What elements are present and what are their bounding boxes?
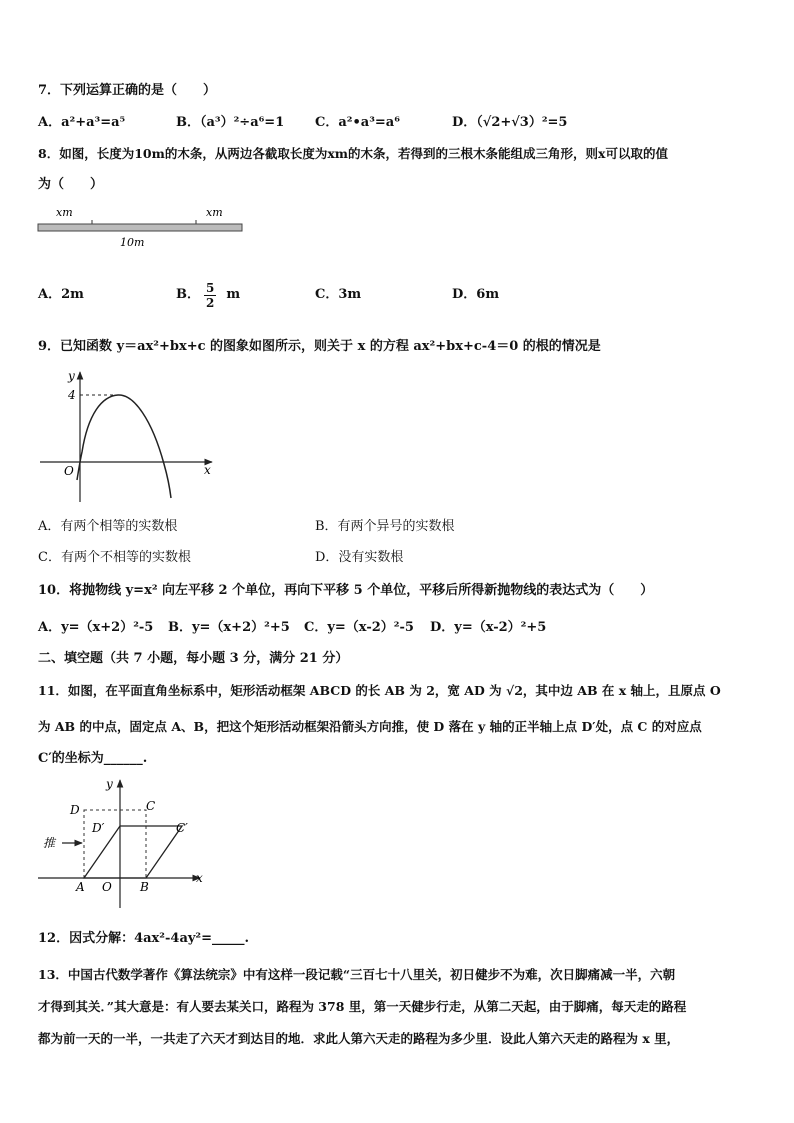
q11-x-label: x bbox=[196, 871, 203, 885]
q7-option-c: C．a²•a³=a⁶ bbox=[315, 115, 400, 130]
q8-left-xm-label: xm bbox=[56, 206, 73, 219]
q8-option-d: D．6m bbox=[452, 287, 500, 302]
q8-right-xm-label: xm bbox=[206, 206, 223, 219]
q8-option-b-numerator: 5 bbox=[206, 280, 215, 295]
q11-point-c-prime-label: C′ bbox=[176, 821, 188, 835]
q13-line2: 才得到其关．”其大意是：有人要去某关口，路程为 378 里，第一天健步行走，从第二天起，由于脚痛，每天走的路程 bbox=[38, 999, 687, 1014]
q8-option-b bbox=[176, 274, 240, 316]
q11-point-c-label: C bbox=[146, 799, 156, 813]
section2-title: 二、填空题（共 7 小题，每小题 3 分，满分 21 分） bbox=[38, 651, 349, 666]
q9-option-c: C．有两个不相等的实数根 bbox=[38, 550, 191, 565]
q13-line3: 都为前一天的一半，一共走了六天才到达目的地．求此人第六天走的路程为多少里．设此人第六天走的路程为 x 里， bbox=[38, 1031, 680, 1046]
q9-stem: 9．已知函数 y＝ax²+bx+c 的图象如图所示，则关于 x 的方程 ax²+bx+c-4＝0 的根的情况是 bbox=[38, 339, 601, 354]
q7-stem: 7．下列运算正确的是（ ） bbox=[38, 83, 217, 98]
q9-parabola-figure bbox=[36, 366, 226, 506]
q11-point-a-label: A bbox=[76, 880, 85, 894]
q11-rectangle-figure bbox=[36, 772, 216, 912]
q7-option-d: D．（√2+√3）²=5 bbox=[452, 115, 568, 130]
q8-option-b-fraction bbox=[204, 281, 216, 310]
q11-point-d-label: D bbox=[70, 803, 80, 817]
q11-line2: 为 AB 的中点，固定点 A、B，把这个矩形活动框架沿箭头方向推，使 D 落在 y 轴的正半轴上点 D′处，点 C 的对应点 bbox=[38, 719, 702, 734]
q8-total-length-label: 10m bbox=[120, 236, 145, 249]
q8-option-b-denominator: 2 bbox=[206, 295, 215, 310]
q11-y-label: y bbox=[106, 777, 113, 791]
q8-wood-stick bbox=[38, 224, 242, 231]
q11-push-label: 推 bbox=[43, 836, 56, 850]
q11-origin-label: O bbox=[102, 880, 112, 894]
q9-parabola-curve bbox=[77, 395, 171, 498]
q7-option-b: B．（a³）²÷a⁶=1 bbox=[176, 115, 285, 130]
q10-option-d: D．y=（x-2）²+5 bbox=[430, 620, 547, 635]
q7-option-a: A．a²+a³=a⁵ bbox=[38, 115, 126, 130]
q11-point-b-label: B bbox=[140, 880, 149, 894]
q10-option-a: A．y=（x+2）²-5 bbox=[38, 620, 154, 635]
q10-stem: 10．将抛物线 y=x² 向左平移 2 个单位，再向下平移 5 个单位，平移后所得新抛物线的表达式为（ ） bbox=[38, 583, 654, 598]
q12-text: 12．因式分解：4ax²-4ay²=_____. bbox=[38, 931, 250, 946]
q11-line1: 11．如图，在平面直角坐标系中，矩形活动框架 ABCD 的长 AB 为 2，宽 AD 为 √2，其中边 AB 在 x 轴上，且原点 O bbox=[38, 683, 721, 698]
q11-point-d-prime-label: D′ bbox=[92, 821, 105, 835]
q9-option-b: B．有两个异号的实数根 bbox=[315, 519, 455, 534]
q13-line1: 13．中国古代数学著作《算法统宗》中有这样一段记载“三百七十八里关，初日健步不为难，次日脚痛减一半，六朝 bbox=[38, 967, 676, 982]
q8-wood-figure bbox=[34, 200, 254, 250]
q8-stem-line2: 为（ ） bbox=[38, 177, 104, 192]
q9-y-label: y bbox=[68, 369, 75, 383]
q8-option-a: A．2m bbox=[38, 287, 84, 302]
q9-option-d: D．没有实数根 bbox=[315, 550, 404, 565]
q9-option-a: A．有两个相等的实数根 bbox=[38, 519, 178, 534]
q10-option-b: B．y=（x+2）²+5 bbox=[168, 620, 290, 635]
q8-option-b-prefix: B． bbox=[176, 287, 200, 302]
q8-stem-line1: 8．如图，长度为10m的木条，从两边各截取长度为xm的木条，若得到的三根木条能组成三角形，则x可以取的值 bbox=[38, 146, 668, 161]
q9-origin-label: O bbox=[64, 464, 74, 478]
q9-x-label: x bbox=[204, 463, 211, 477]
q8-option-c: C．3m bbox=[315, 287, 362, 302]
q11-line3: C′的坐标为______. bbox=[38, 751, 148, 766]
q8-option-b-unit: m bbox=[226, 287, 241, 302]
q10-option-c: C．y=（x-2）²-5 bbox=[304, 620, 414, 635]
q9-max-value-label: 4 bbox=[68, 388, 76, 402]
